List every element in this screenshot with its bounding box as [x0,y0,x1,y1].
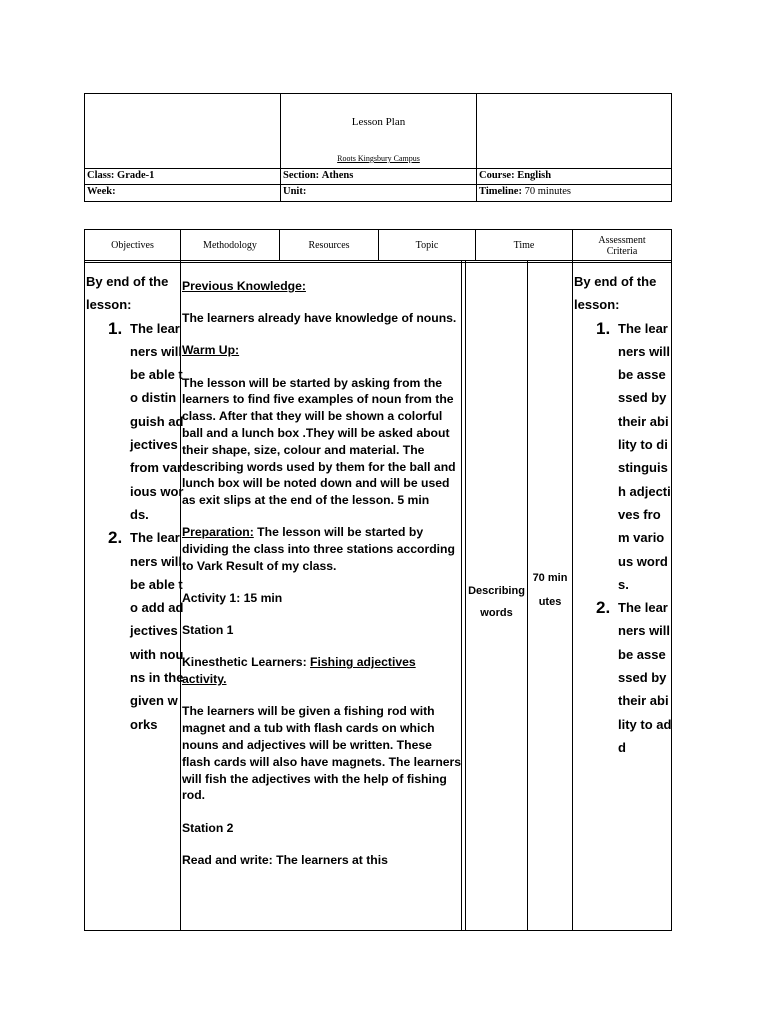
course-label: Course: [479,170,515,181]
unit-label: Unit: [283,186,307,197]
column-header-divider [85,262,671,263]
assessment-item: 1. The learners will be assessed by their ability to distinguish adjectives from various words. [596,318,671,592]
previous-knowledge-text: The learners already have knowledge of nouns. [182,311,457,326]
class-field [87,170,154,181]
previous-knowledge-heading: Previous Knowledge: [182,279,306,293]
column-divider [527,261,528,930]
header-divider [85,184,671,185]
header-divider [85,168,671,169]
unit-field [283,186,306,197]
col-objectives: Objectives [111,240,154,251]
objectives-cell [86,270,182,736]
kinesthetic-label: Kinesthetic Learners: [182,655,311,670]
activity-1-heading: Activity 1: 15 min [182,591,283,606]
course-field [479,170,551,181]
col-time: Time [513,240,535,251]
preparation-heading: Preparation: [182,525,254,540]
station-2-text: Read and write: The learners at this [182,852,388,867]
preparation-text: The lesson will be started by dividing the class into three stations according to Vark Result of my class. [182,525,455,573]
week-label: Week: [87,186,116,197]
timeline-label: Timeline: [479,186,522,197]
kinesthetic-activity: Fishing adjectives activity. [182,655,416,687]
preparation-paragraph [182,524,462,574]
warm-up-heading: Warm Up: [182,343,240,358]
timeline-value: 70 minutes [524,186,571,197]
col-topic: Topic [415,240,439,251]
objectives-list [86,317,182,736]
station-1-text: The learners will be given a fishing rod with magnet and a tub with flash cards on which nouns and adjectives will be written. These flash cards will also have magnets. The learners will fish the adjectives with the help of fishing rod. [182,704,462,803]
lesson-table [84,229,672,931]
assessment-cell [574,270,672,759]
objective-item: 1. The learners will be able to distinguish adjectives from various words. [108,318,184,522]
kinesthetic-paragraph [182,654,462,688]
section-label: Section: [283,170,320,181]
section-field [283,170,353,181]
methodology-cell [182,278,462,884]
warm-up-text: The lesson will be started by asking from the learners to find five examples of noun from the class. After that they will be shown a colorful ball and a lunch box .They will be asked about their shape, size, colour and material. The describing words used by them for the ball and lunch box will be noted down and will be used as exit slips at the end of the lesson. 5 min [182,375,456,508]
topic-cell: Describing words [468,585,525,619]
objectives-intro: By end of the lesson: [86,274,169,313]
station-1-heading: Station 1 [182,623,234,638]
assessment-list [574,317,672,760]
class-label: Class: [87,170,115,181]
objective-item: 2. The learners will be able to add adjectives with nouns in the given works [108,528,184,732]
station-2-heading: Station 2 [182,820,234,835]
week-field [87,186,116,197]
class-value: Grade-1 [117,170,155,181]
section-value: Athens [321,170,354,181]
campus-name: Roots Kingsbury Campus [337,154,420,163]
assessment-item: 2. The learners will be assessed by their ability to add [596,598,672,755]
course-value: English [517,170,552,181]
time-cell: 70 minutes [532,572,568,608]
timeline-field [479,186,571,197]
lesson-plan-title: Lesson Plan [351,116,406,128]
col-resources: Resources [308,240,350,251]
col-methodology: Methodology [203,240,257,251]
column-divider [572,230,573,930]
col-assessment: Assessment Criteria [598,234,646,257]
header-table [84,93,672,202]
assessment-intro: By end of the lesson: [574,274,657,313]
